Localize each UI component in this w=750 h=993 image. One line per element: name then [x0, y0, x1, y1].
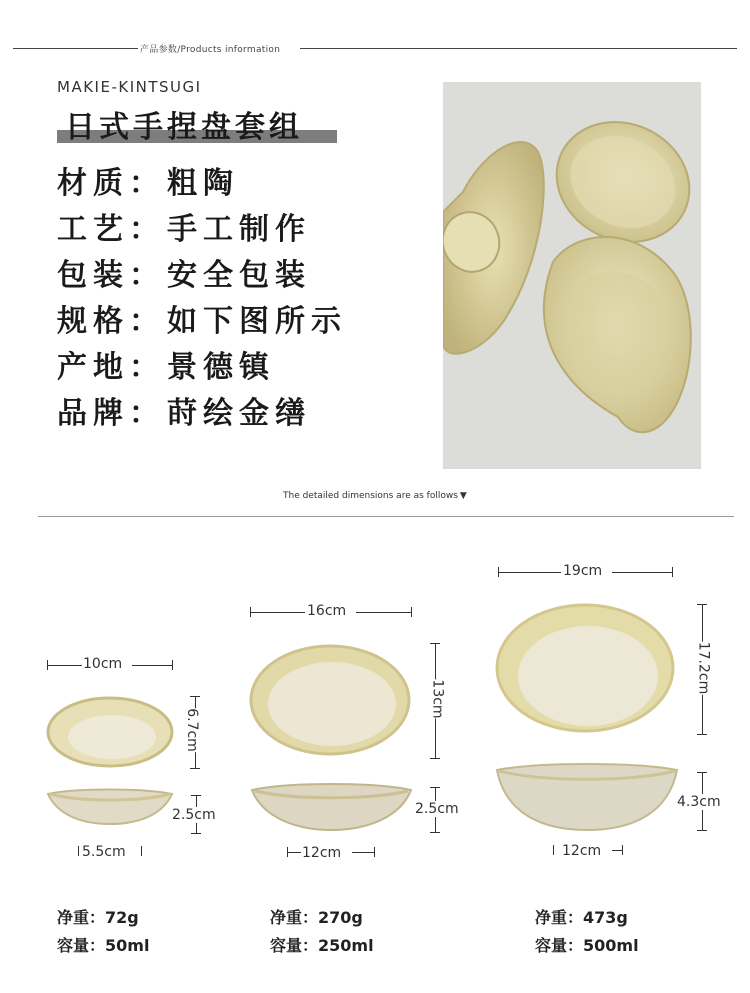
- weight-label: 净重：: [270, 908, 319, 927]
- dim-tick: [430, 758, 440, 759]
- dim-line: [47, 665, 82, 666]
- dim-height: 2.5cm: [172, 807, 216, 823]
- spec-key: 材质：: [57, 166, 165, 201]
- spec-value: 粗陶: [167, 166, 239, 201]
- spec-row-packaging: [57, 250, 347, 296]
- dim-line: [352, 852, 374, 853]
- dim-height: 2.5cm: [415, 801, 459, 817]
- plate-top-view: [248, 642, 413, 760]
- spec-key: 工艺：: [57, 212, 165, 247]
- plate-side-view: [249, 782, 414, 834]
- spec-value: 如下图所示: [167, 304, 347, 339]
- dim-tick: [430, 832, 440, 833]
- spec-value: 手工制作: [167, 212, 311, 247]
- dim-tick: [172, 660, 173, 670]
- dim-base: 12cm: [562, 843, 602, 859]
- spec-key: 品牌：: [57, 396, 165, 431]
- dim-tick: [191, 833, 201, 834]
- weight-label: 净重：: [535, 908, 584, 927]
- dim-tick: [374, 847, 375, 857]
- dim-line: [132, 665, 172, 666]
- dim-width: 16cm: [307, 603, 347, 619]
- dim-tick: [697, 830, 707, 831]
- dim-tick: [141, 846, 142, 856]
- dim-line: [356, 612, 411, 613]
- spec-row-craft: [57, 204, 347, 250]
- weight-value: 270g: [318, 908, 363, 927]
- header-rule-left: [13, 48, 138, 49]
- dim-tick: [190, 768, 200, 769]
- weight-value: 72g: [105, 908, 139, 927]
- dim-width: 19cm: [563, 563, 603, 579]
- dim-height: 4.3cm: [677, 794, 721, 810]
- header-rule-right: [300, 48, 737, 49]
- plate-side-view: [494, 762, 680, 834]
- capacity-value: 250ml: [318, 936, 374, 955]
- spec-value: 莳绘金缮: [167, 396, 311, 431]
- capacity-value: 500ml: [583, 936, 639, 955]
- spec-list: [57, 158, 347, 434]
- product-photo-illustration: [443, 82, 701, 469]
- spec-value: 安全包装: [167, 258, 311, 293]
- dim-tick: [672, 567, 673, 577]
- plate-top-view: [45, 695, 175, 770]
- dimensions-divider: [38, 516, 734, 517]
- capacity-label: 容量：: [535, 936, 584, 955]
- spec-key: 产地：: [57, 350, 165, 385]
- spec-key: 包装：: [57, 258, 165, 293]
- dim-tick: [78, 846, 79, 856]
- dim-line: [250, 612, 305, 613]
- capacity-value: 50ml: [105, 936, 150, 955]
- spec-row-material: [57, 158, 347, 204]
- spec-key: 规格：: [57, 304, 165, 339]
- dim-base: 12cm: [302, 845, 342, 861]
- capacity-label: 容量：: [270, 936, 319, 955]
- dim-depth: 17.2cm: [695, 641, 712, 695]
- weight-value: 473g: [583, 908, 628, 927]
- dim-tick: [622, 845, 623, 855]
- dim-width: 10cm: [83, 656, 123, 672]
- dim-line: [612, 850, 622, 851]
- section-header-label: 产品参数/Products information: [140, 45, 281, 55]
- spec-row-brand: [57, 388, 347, 434]
- weight-label: 净重：: [57, 908, 106, 927]
- product-photo: [443, 82, 701, 469]
- product-title: 日式手捏盘套组: [65, 110, 303, 145]
- dim-tick: [697, 734, 707, 735]
- dimensions-note-text: The detailed dimensions are as follows: [283, 491, 458, 501]
- dim-line: [498, 572, 561, 573]
- spec-value: 景德镇: [167, 350, 275, 385]
- dim-depth: 6.7cm: [183, 708, 200, 752]
- dim-tick: [411, 607, 412, 617]
- dim-base: 5.5cm: [82, 844, 126, 860]
- dim-tick: [553, 845, 554, 855]
- dimensions-note: [283, 491, 467, 501]
- dim-line: [612, 572, 672, 573]
- plate-side-view: [45, 788, 175, 828]
- product-info: [57, 905, 149, 961]
- spec-row-origin: [57, 342, 347, 388]
- brand-name: MAKIE-KINTSUGI: [57, 78, 202, 96]
- product-info: [535, 905, 639, 961]
- spec-row-size: [57, 296, 347, 342]
- plate-top-view: [494, 602, 676, 739]
- dim-line: [287, 852, 301, 853]
- capacity-label: 容量：: [57, 936, 106, 955]
- product-info: [270, 905, 374, 961]
- dim-depth: 13cm: [429, 679, 446, 719]
- arrow-down-icon: ▼: [459, 491, 467, 501]
